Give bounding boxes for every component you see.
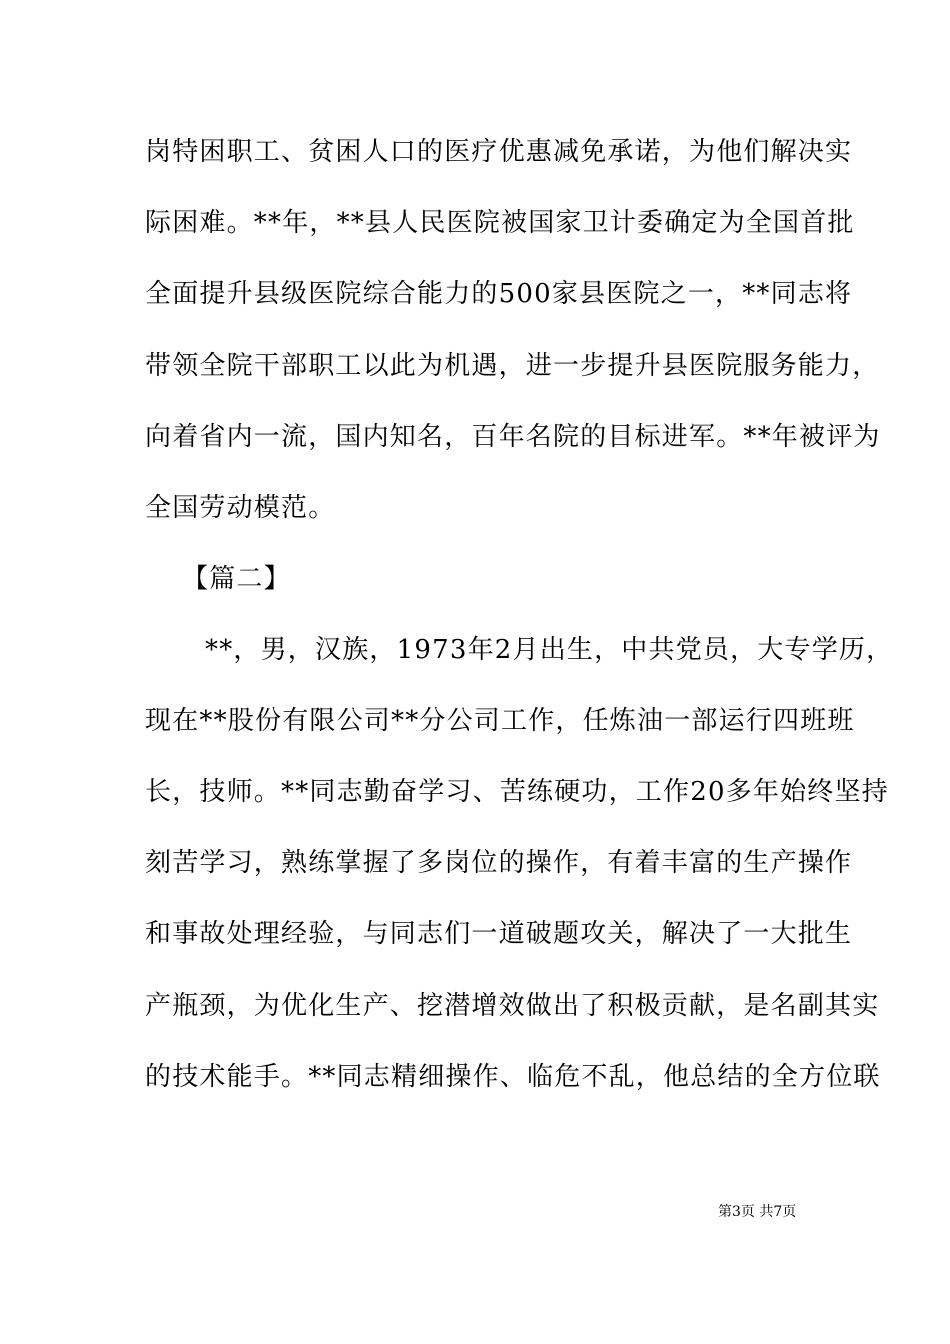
paragraph-line: 全国劳动模范。	[145, 493, 336, 523]
section-heading: 【篇二】	[182, 564, 291, 594]
paragraph-line: 全面提升县级医院综合能力的500家县医院之一，**同志将	[145, 279, 853, 309]
paragraph-line: 的技术能手。**同志精细操作、临危不乱，他总结的全方位联	[145, 1062, 881, 1092]
paragraph-line: 际困难。**年，**县人民医院被国家卫计委确定为全国首批	[145, 208, 855, 238]
paragraph-line: 和事故处理经验，与同志们一道破题攻关，解决了一大批生	[145, 919, 853, 949]
page-number: 第3页 共7页	[718, 1204, 797, 1220]
paragraph-line: 现在**股份有限公司**分公司工作，任炼油一部运行四班班	[145, 706, 855, 736]
paragraph-line: 岗特困职工、贫困人口的医疗优惠减免承诺，为他们解决实	[145, 137, 853, 167]
paragraph-line: 产瓶颈，为优化生产、挖潜增效做出了积极贡献，是名副其实	[145, 991, 880, 1021]
paragraph-line: 刻苦学习，熟练掌握了多岗位的操作，有着丰富的生产操作	[145, 848, 853, 878]
paragraph-line: 带领全院干部职工以此为机遇，进一步提升县医院服务能力，	[145, 351, 880, 381]
paragraph-line: 长，技师。**同志勤奋学习、苦练硬功，工作20多年始终坚持	[145, 777, 889, 807]
paragraph-line: **，男，汉族，1973年2月出生，中共党员，大专学历，	[205, 635, 894, 665]
paragraph-line: 向着省内一流，国内知名，百年名院的目标进军。**年被评为	[145, 422, 881, 452]
